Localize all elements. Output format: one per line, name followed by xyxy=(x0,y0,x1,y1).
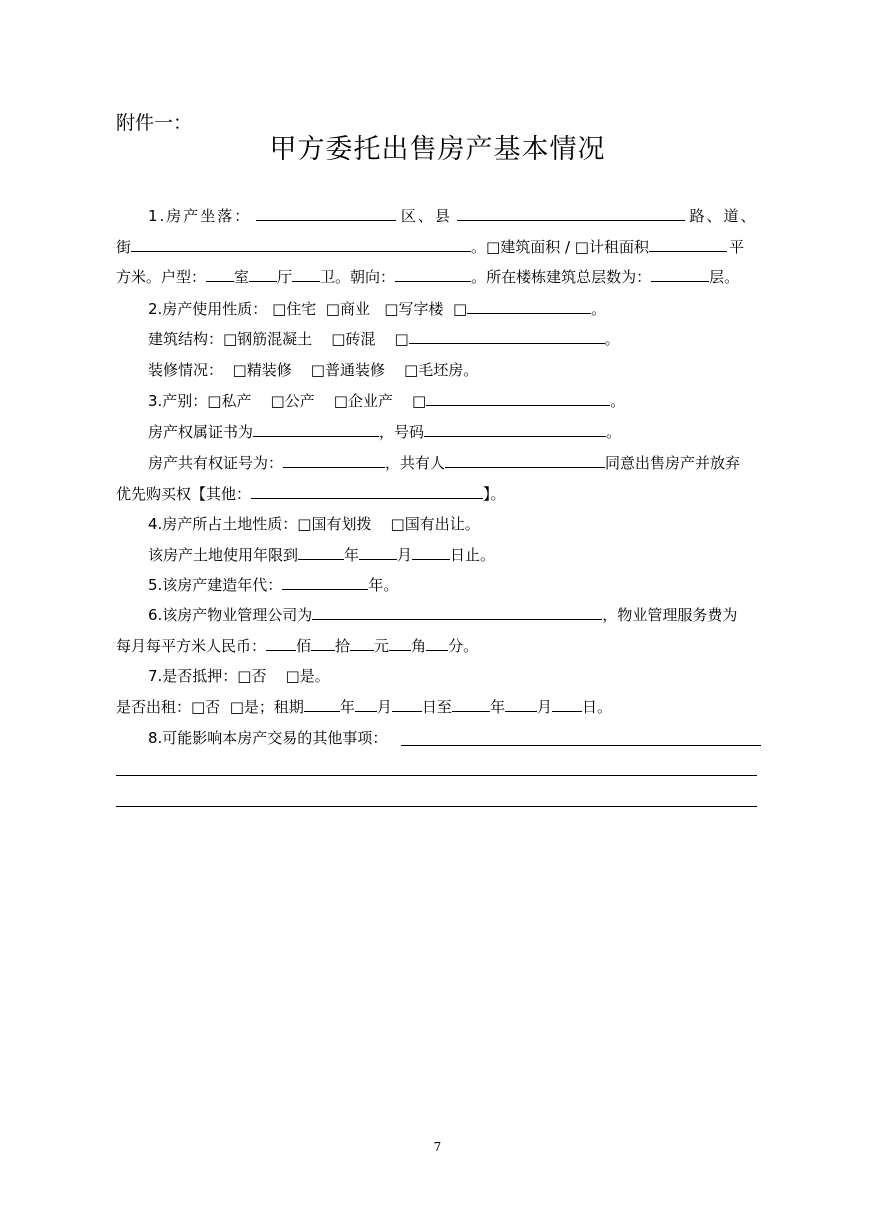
page-number: 7 xyxy=(433,1140,442,1154)
s1-line3 xyxy=(116,267,739,287)
other-matters-label: 8.可能影响本房产交易的其他事项： xyxy=(148,729,388,747)
preemption-other-field[interactable] xyxy=(251,484,483,499)
fee-yuan-field[interactable] xyxy=(350,636,374,651)
rent-year1-field[interactable] xyxy=(304,697,340,712)
property-mgmt-field[interactable] xyxy=(312,605,602,620)
certificate-field[interactable] xyxy=(253,422,379,437)
structure-line xyxy=(148,329,620,349)
property-mgmt-label: 6.该房产物业管理公司为 xyxy=(148,606,313,624)
s3-line xyxy=(148,391,625,411)
street-label: 街 xyxy=(116,238,132,256)
s1-line2 xyxy=(116,237,744,257)
coowner-agree: 同意出售房产并放弃 xyxy=(605,454,741,472)
fee-bai-field[interactable] xyxy=(266,636,296,651)
area-type-label: 。□建筑面积 / □计租面积 xyxy=(471,238,649,256)
coowner-cert-field[interactable] xyxy=(283,453,385,468)
floors-label: 。所在楼栋建筑总层数为： xyxy=(471,268,652,286)
room-label: 室 xyxy=(234,268,250,286)
floors-field[interactable] xyxy=(651,267,709,282)
structure-end: 。 xyxy=(604,330,620,348)
land-year-label: 年 xyxy=(344,546,360,564)
build-year-end: 年。 xyxy=(368,576,399,594)
land-month-field[interactable] xyxy=(359,545,397,560)
preemption-line xyxy=(116,484,506,504)
district-field[interactable] xyxy=(256,206,396,221)
bath-field[interactable] xyxy=(292,267,320,282)
certificate-label: 房产权属证书为 xyxy=(148,423,254,441)
land-month-label: 月 xyxy=(397,546,413,564)
fee-jiao-field[interactable] xyxy=(389,636,411,651)
land-year-field[interactable] xyxy=(298,545,344,560)
usage-label: 2.房产使用性质： xyxy=(148,300,268,318)
structure-other-field[interactable] xyxy=(409,329,605,344)
land-term-line xyxy=(148,545,495,565)
coowner-line xyxy=(148,453,740,473)
preemption-end: 】。 xyxy=(483,485,506,503)
usage-options[interactable]: □住宅 □商业 □写字楼 □ xyxy=(272,300,468,318)
orientation-label: 卫。朝向： xyxy=(320,268,396,286)
attachment-label: 附件一： xyxy=(116,112,193,134)
certificate-line xyxy=(148,422,621,442)
area-field[interactable] xyxy=(649,237,727,252)
build-year-label: 5.该房产建造年代： xyxy=(148,576,283,594)
other-matters-field-3[interactable] xyxy=(116,806,757,807)
s1-line1 xyxy=(148,206,757,226)
certificate-end: 。 xyxy=(606,423,622,441)
coowner-cert-label: 房产共有权证号为： xyxy=(148,454,284,472)
rent-to-label: 日至 xyxy=(421,698,452,716)
rent-month2-label: 月 xyxy=(536,698,552,716)
page-title: 甲方委托出售房产基本情况 xyxy=(269,134,606,165)
rent-month2-field[interactable] xyxy=(505,697,537,712)
rent-day2-label: 日。 xyxy=(581,698,612,716)
fee-fen-label: 分。 xyxy=(448,637,479,655)
location-label: 1.房产坐落： xyxy=(148,207,252,225)
hall-label: 厅 xyxy=(277,268,293,286)
ownership-other-field[interactable] xyxy=(426,391,610,406)
other-matters-line xyxy=(148,728,387,748)
fee-label: 每月每平方米人民币： xyxy=(116,637,267,655)
rent-year2-label: 年 xyxy=(489,698,505,716)
s2-line xyxy=(148,299,606,319)
rent-year1-label: 年 xyxy=(339,698,355,716)
fee-shi-field[interactable] xyxy=(311,636,335,651)
land-day-field[interactable] xyxy=(412,545,450,560)
preemption-label: 优先购买权【其他： xyxy=(116,485,252,503)
property-fee-label: ，物业管理服务费为 xyxy=(602,606,738,624)
land-nature-line[interactable]: 4.房产所占土地性质：□国有划拨 □国有出让。 xyxy=(148,515,480,533)
fee-line xyxy=(116,636,478,656)
build-year-field[interactable] xyxy=(282,575,368,590)
certificate-number-field[interactable] xyxy=(424,422,606,437)
mortgage-line[interactable]: 7.是否抵押：□否 □是。 xyxy=(148,667,330,685)
rent-label[interactable]: 是否出租：□否 □是；租期 xyxy=(116,698,304,716)
other-matters-field-2[interactable] xyxy=(116,775,757,776)
rent-month1-label: 月 xyxy=(376,698,392,716)
fee-yuan-label: 元 xyxy=(374,637,390,655)
usage-other-field[interactable] xyxy=(467,299,591,314)
room-field[interactable] xyxy=(206,267,234,282)
orientation-field[interactable] xyxy=(395,267,471,282)
road-field[interactable] xyxy=(457,206,685,221)
coowner-label: ，共有人 xyxy=(385,454,446,472)
hall-field[interactable] xyxy=(249,267,277,282)
build-year-line xyxy=(148,575,398,595)
rent-line xyxy=(116,697,612,717)
ownership-options[interactable]: 3.产别：□私产 □公产 □企业产 □ xyxy=(148,392,427,410)
fee-fen-field[interactable] xyxy=(426,636,448,651)
land-term-label: 该房产土地使用年限到 xyxy=(148,546,299,564)
road-label: 路、道、 xyxy=(689,207,758,225)
ceng-label: 层。 xyxy=(709,268,740,286)
certificate-number-label: ，号码 xyxy=(379,423,425,441)
ping-label: 平 xyxy=(728,238,744,256)
unit-label: 方米。户型： xyxy=(116,268,207,286)
fee-shi-label: 拾 xyxy=(335,637,351,655)
other-matters-field-1[interactable] xyxy=(401,745,761,746)
decoration-line[interactable]: 装修情况： □精装修 □普通装修 □毛坯房。 xyxy=(148,361,479,379)
fee-jiao-label: 角 xyxy=(411,637,427,655)
property-mgmt-line xyxy=(148,605,737,625)
street-field[interactable] xyxy=(131,237,471,252)
rent-year2-field[interactable] xyxy=(452,697,490,712)
structure-options[interactable]: 建筑结构：□钢筋混凝土 □砖混 □ xyxy=(148,330,409,348)
rent-month1-field[interactable] xyxy=(355,697,377,712)
fee-bai-label: 佰 xyxy=(296,637,312,655)
ownership-end: 。 xyxy=(610,392,626,410)
land-day-label: 日止。 xyxy=(450,546,496,564)
rent-day1-field[interactable] xyxy=(392,697,422,712)
rent-day2-field[interactable] xyxy=(552,697,582,712)
district-label: 区、县 xyxy=(400,207,452,225)
usage-end: 。 xyxy=(591,300,607,318)
coowner-field[interactable] xyxy=(445,453,605,468)
